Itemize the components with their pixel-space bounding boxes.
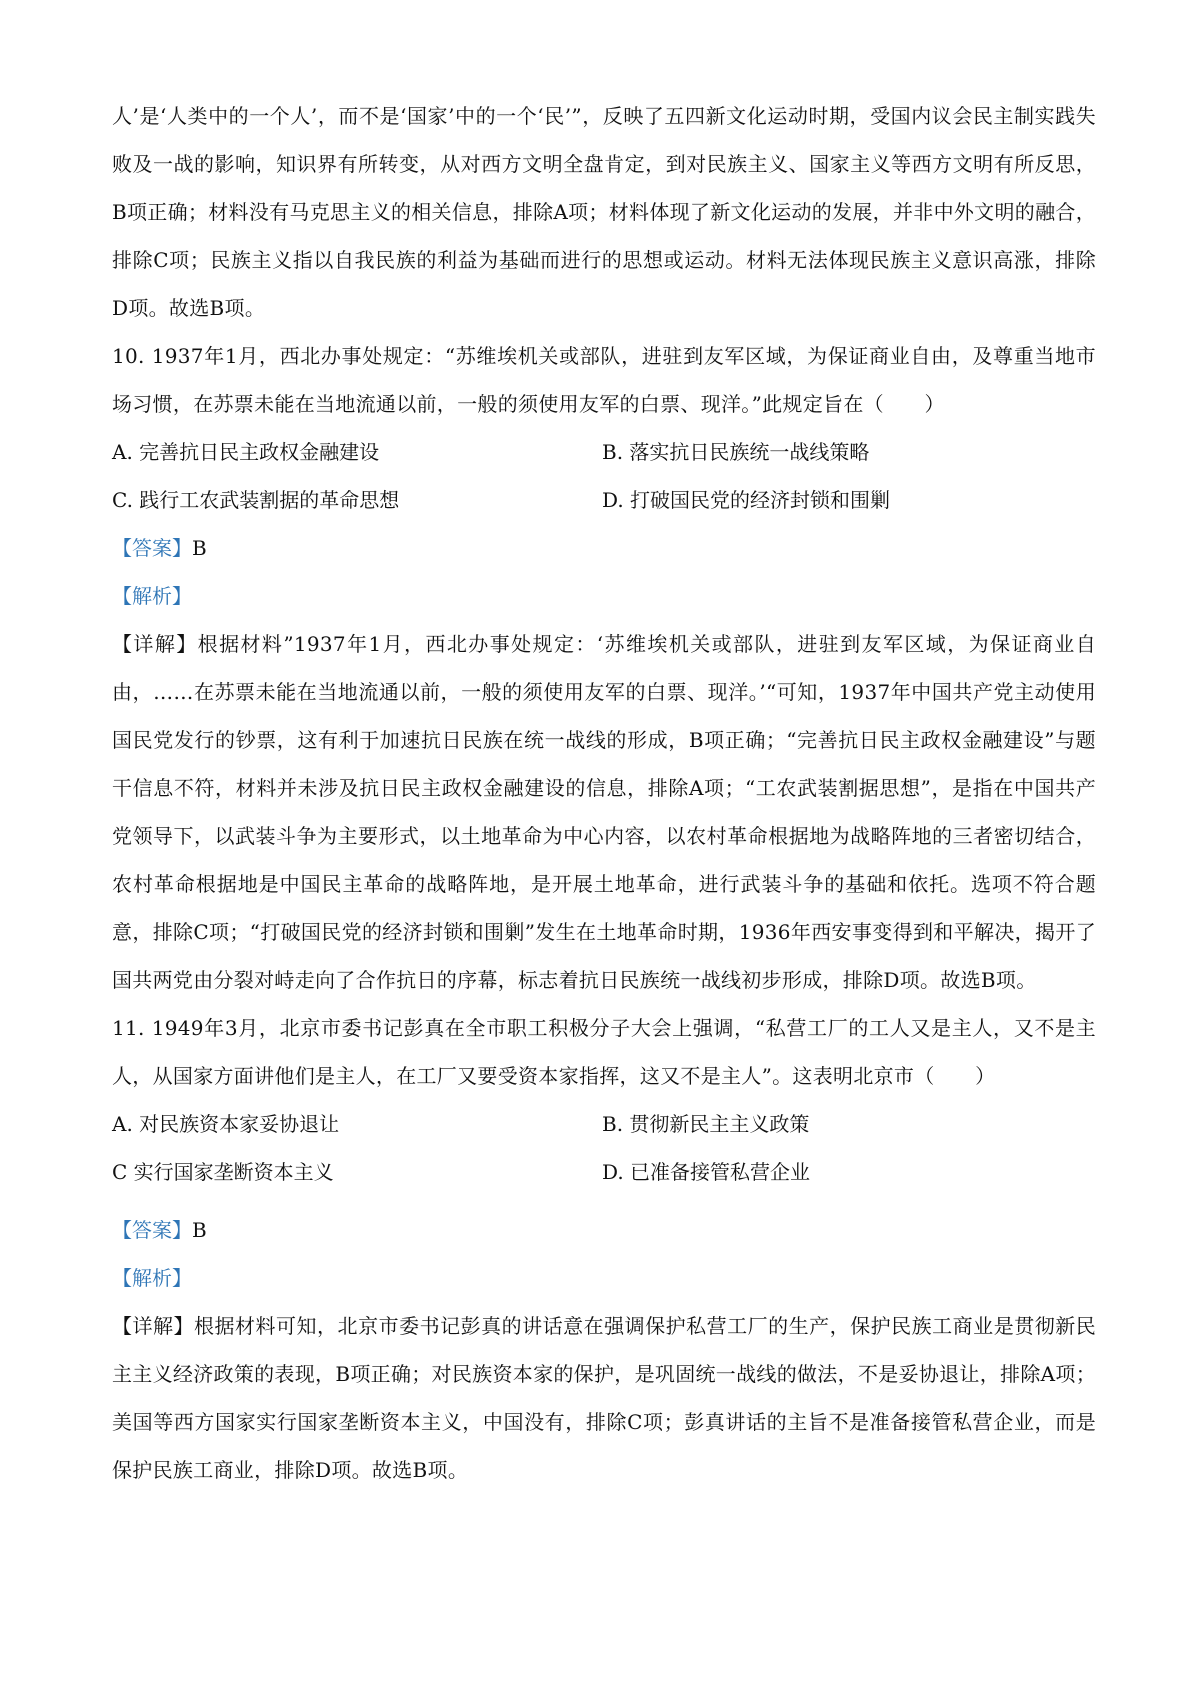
detail-tag: 【详解】 bbox=[112, 632, 198, 656]
question-11-answer bbox=[112, 1206, 1096, 1254]
question-11 bbox=[112, 1004, 1096, 1494]
question-10-option-c: C. 践行工农武装割据的革命思想 bbox=[112, 488, 400, 512]
answer-value: B bbox=[192, 1218, 207, 1242]
question-10-options bbox=[112, 428, 1096, 524]
question-11-stem: 11. 1949年3月，北京市委书记彭真在全市职工积极分子大会上强调，“私营工厂的工人又是主人，又不是主人，从国家方面讲他们是主人，在工厂又要受资本家指挥，这又不是主人”。这表明北京市（ ） bbox=[112, 1016, 1096, 1088]
answer-value: B bbox=[192, 536, 207, 560]
document-page bbox=[112, 92, 1096, 1494]
question-10 bbox=[112, 332, 1096, 1004]
question-10-stem: 10. 1937年1月，西北办事处规定：“苏维埃机关或部队，进驻到友军区域，为保证商业自由，及尊重当地市场习惯，在苏票未能在当地流通以前，一般的须使用友军的白票、现洋。”此规定旨在（ ） bbox=[112, 344, 1096, 416]
question-10-answer bbox=[112, 524, 1096, 572]
answer-tag: 【答案】 bbox=[112, 1218, 192, 1242]
question-10-option-d: D. 打破国民党的经济封锁和围剿 bbox=[602, 488, 891, 512]
analysis-tag: 【解析】 bbox=[112, 1266, 192, 1290]
detail-text: 根据材料”1937年1月，西北办事处规定：‘苏维埃机关或部队，进驻到友军区域，为保证商业自由，……在苏票未能在当地流通以前，一般的须使用友军的白票、现洋。’“可知，1937年中国共产党主动使用国民党发行的钞票，这有利于加速抗日民族在统一战线的形成，B项正确；“完善抗日民主政权金融建设”与题干信息不符，材料并未涉及抗日民主政权金融建设的信息，排除A项；“工农武装割据思想”，是指在中国共产党领导下，以武装斗争为主要形式，以土地革命为中心内容，以农村革命根据地为战略阵地的三者密切结合，农村革命根据地是中国民主革命的战略阵地，是开展土地革命，进行武装斗争的基础和依托。选项不符合题意，排除C项；“打破国民党的经济封锁和围剿”发生在土地革命时期，1936年西安事变得到和平解决，揭开了国共两党由分裂对峙走向了合作抗日的序幕，标志着抗日民族统一战线初步形成，排除D项。故选B项。 bbox=[112, 632, 1096, 992]
question-10-analysis-heading bbox=[112, 572, 1096, 620]
question-11-option-d: D. 已准备接管私营企业 bbox=[602, 1160, 811, 1184]
detail-tag: 【详解】 bbox=[112, 1314, 195, 1338]
question-10-detail bbox=[112, 620, 1096, 1004]
analysis-tag: 【解析】 bbox=[112, 584, 192, 608]
question-10-option-b: B. 落实抗日民族统一战线策略 bbox=[602, 440, 870, 464]
question-11-detail bbox=[112, 1302, 1096, 1494]
previous-analysis-paragraph: 人’是‘人类中的一个人’，而不是‘国家’中的一个‘民’”，反映了五四新文化运动时期，受国内议会民主制实践失败及一战的影响，知识界有所转变，从对西方文明全盘肯定，到对民族主义、国家主义等西方文明有所反思，B项正确；材料没有马克思主义的相关信息，排除A项；材料体现了新文化运动的发展，并非中外文明的融合，排除C项；民族主义指以自我民族的利益为基础而进行的思想或运动。材料无法体现民族主义意识高涨，排除D项。故选B项。 bbox=[112, 104, 1096, 320]
answer-tag: 【答案】 bbox=[112, 536, 192, 560]
question-11-option-a: A. 对民族资本家妥协退让 bbox=[112, 1112, 340, 1136]
detail-text: 根据材料可知，北京市委书记彭真的讲话意在强调保护私营工厂的生产，保护民族工商业是贯彻新民主主义经济政策的表现，B项正确；对民族资本家的保护，是巩固统一战线的做法，不是妥协退让，排除A项；美国等西方国家实行国家垄断资本主义，中国没有，排除C项；彭真讲话的主旨不是准备接管私营企业，而是保护民族工商业，排除D项。故选B项。 bbox=[112, 1314, 1097, 1482]
question-11-analysis-heading bbox=[112, 1254, 1096, 1302]
question-10-option-a: A. 完善抗日民主政权金融建设 bbox=[112, 440, 380, 464]
question-11-option-c: C 实行国家垄断资本主义 bbox=[112, 1160, 334, 1184]
question-11-options bbox=[112, 1100, 1096, 1196]
question-11-option-b: B. 贯彻新民主主义政策 bbox=[602, 1112, 810, 1136]
